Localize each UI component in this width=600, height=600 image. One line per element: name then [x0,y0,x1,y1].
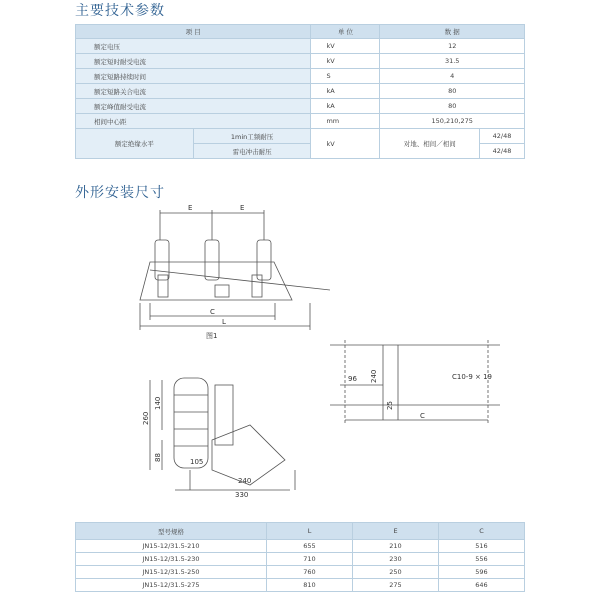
spec-sub-item: 雷电冲击耐压 [193,144,311,159]
dim-label: 330 [235,491,249,499]
section-title-dimensions: 外形安装尺寸 [75,185,165,201]
table-row [76,566,525,579]
dim-label: 140 [154,396,162,410]
model-cell: 210 [353,540,439,553]
insulator-body [174,378,208,468]
model-table-header [76,523,525,540]
model-cell: JN15-12/31.5-250 [76,566,267,579]
spec-value: 80 [380,84,525,99]
spec-unit: kA [311,84,380,99]
model-cell: JN15-12/31.5-275 [76,579,267,592]
spec-value: 42/48 [480,129,525,144]
model-cell: 516 [439,540,525,553]
spec-item: 额定短路关合电流 [76,84,311,99]
model-cell: 760 [267,566,353,579]
spec-unit: kA [311,99,380,114]
model-cell: 230 [353,553,439,566]
model-cell: JN15-12/31.5-230 [76,553,267,566]
model-cell: 275 [353,579,439,592]
model-header: E [353,523,439,540]
spec-item-insulation: 额定绝缘水平 [76,129,194,159]
mechanism [215,285,229,297]
spec-value: 31.5 [380,54,525,69]
insulator-post [205,240,219,280]
spec-unit: kV [311,39,380,54]
spec-value-desc: 对地、相间／相间 [380,129,480,159]
spec-header-item: 项 目 [76,25,311,39]
model-header: L [267,523,353,540]
dim-label: 96 [348,375,357,383]
frame [140,262,292,300]
spec-value: 12 [380,39,525,54]
spec-item: 相间中心距 [76,114,311,129]
dim-label: 260 [142,411,150,425]
model-cell: 646 [439,579,525,592]
model-cell: 596 [439,566,525,579]
model-table [75,522,525,592]
spec-item: 额定短路持续时间 [76,69,311,84]
insulator-post [155,240,169,280]
model-cell: 556 [439,553,525,566]
spec-sub-item: 1min工频耐压 [193,129,311,144]
dim-label: C [210,308,215,316]
spec-value: 150,210,275 [380,114,525,129]
dim-label: L [222,318,226,326]
model-cell: 710 [267,553,353,566]
spec-header-data: 数 据 [380,25,525,39]
dim-label: 240 [238,477,252,485]
table-row [76,579,525,592]
model-cell: JN15-12/31.5-210 [76,540,267,553]
model-header: C [439,523,525,540]
dim-label: 240 [370,369,378,383]
shaft [150,270,330,290]
spec-value: 42/48 [480,144,525,159]
spec-item: 额定峰值耐受电流 [76,99,311,114]
spec-unit: S [311,69,380,84]
dim-label: C [420,412,425,420]
spec-value: 4 [380,69,525,84]
dim-label: C10-9 × 19 [452,373,492,381]
spec-unit: kV [311,54,380,69]
spec-unit: mm [311,114,380,129]
side-bracket [215,385,233,445]
insulator-post [257,240,271,280]
dim-label: 25 [386,401,394,410]
section-title-specs: 主要技术参数 [75,3,165,19]
dim-label: E [188,204,193,212]
dim-label: E [240,204,245,212]
contact [158,275,168,297]
spec-item: 额定短时耐受电流 [76,54,311,69]
spec-header-unit: 单 位 [311,25,380,39]
spec-value: 80 [380,99,525,114]
model-cell: 655 [267,540,353,553]
spec-unit: kV [311,129,380,159]
figure-label: 图1 [206,332,218,340]
table-row [76,540,525,553]
spec-item: 额定电压 [76,39,311,54]
linkage [212,425,285,485]
model-header: 型号规格 [76,523,267,540]
model-cell: 810 [267,579,353,592]
table-row [76,553,525,566]
model-cell: 250 [353,566,439,579]
dim-label: 88 [154,453,162,462]
dim-label: 105 [190,458,204,466]
